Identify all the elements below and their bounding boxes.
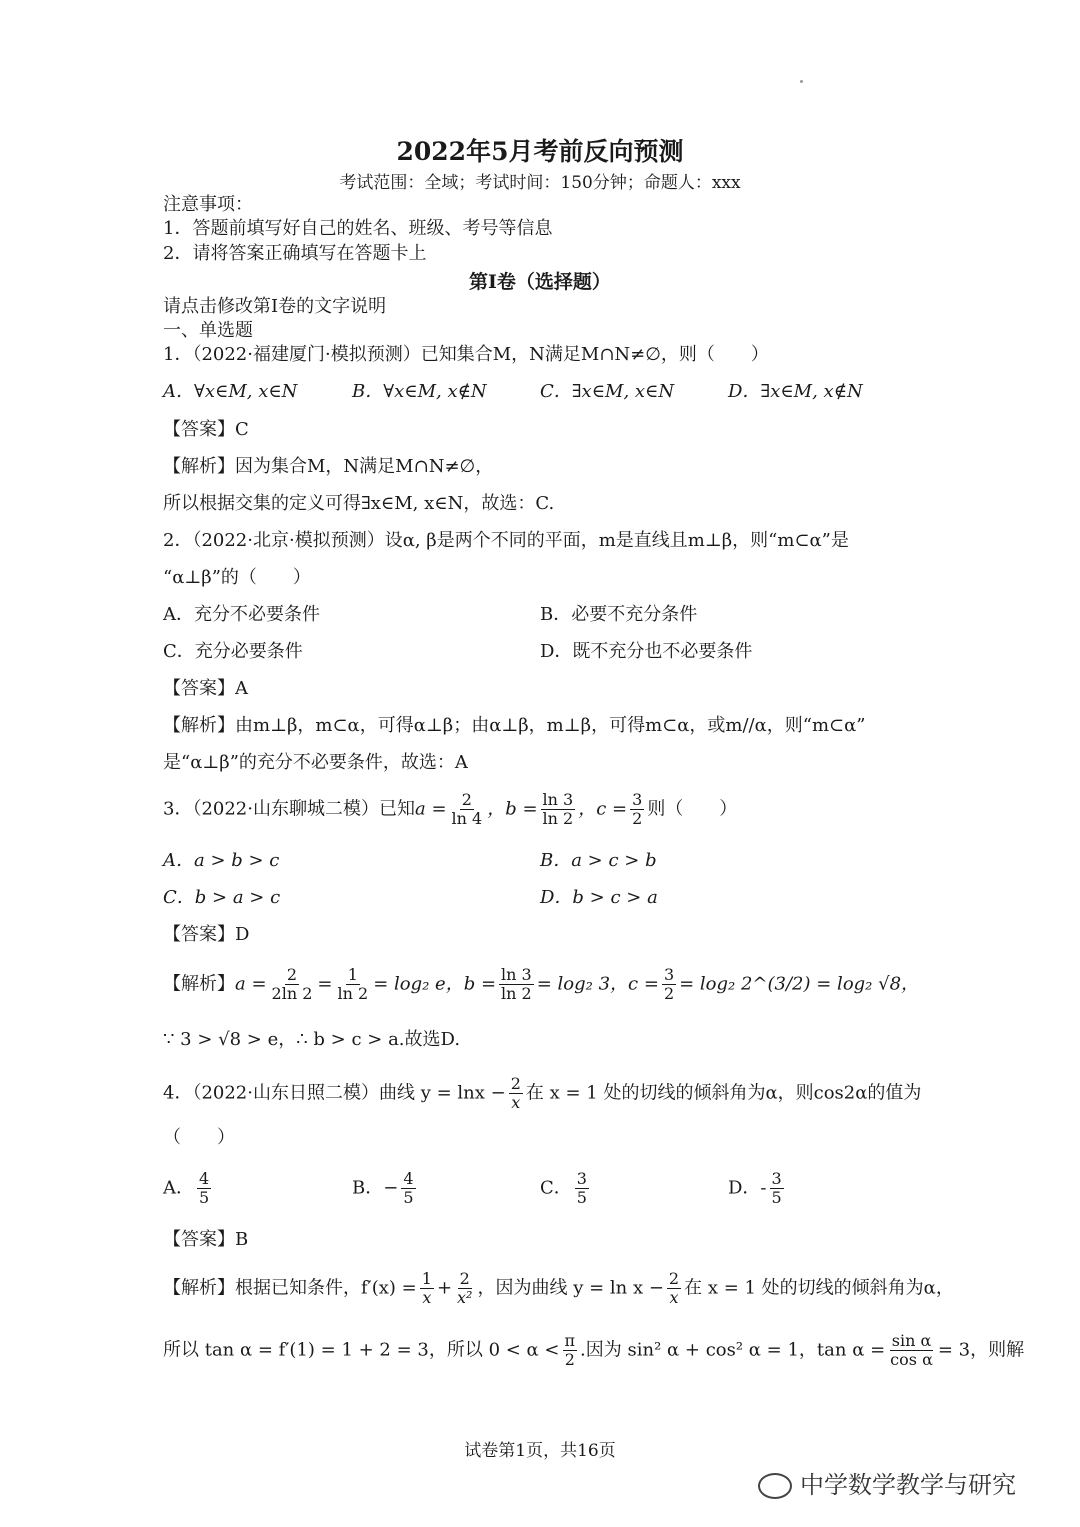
q2-option-d: D．既不充分也不必要条件 (540, 641, 753, 662)
q1-stem: 1．（2022·福建厦门·模拟预测）已知集合M，N满足M∩N≠∅，则（ ） (163, 344, 769, 365)
q2-analysis-1: 【解析】由m⊥β，m⊂α，可得α⊥β；由α⊥β，m⊥β，可得m⊂α，或m//α，则“m⊂α” (163, 715, 866, 736)
q4-stem: 4．（2022·山东日照二模）曲线 y = lnx − $\frac{2}{x}$ 在 x = 1 处的切线的倾斜角为α，则cos2α的值为 (163, 1074, 922, 1112)
page-title: 2022年5月考前反向预测 (396, 137, 684, 166)
fraction: $\frac{2}{\ln 4}$ (451, 790, 483, 828)
fraction: $\frac{2}{2\ln 2}$ (271, 965, 313, 1003)
q4-analysis-2: 所以 tan α = f′(1) = 1 + 2 = 3，所以 0 < α < $\frac{\pi}{2}$ .因为 sin² α + cos² α = 1，tan α = $\frac{\text{sin α}}{\text{cos α}}$ = 3，则解 (163, 1331, 1025, 1369)
q1-analysis-1: 【解析】因为集合M，N满足M∩N≠∅， (163, 456, 494, 477)
q1-option-d: D．∃x∈M, x∉N (728, 381, 863, 402)
q2-option-c: C．充分必要条件 (163, 641, 303, 662)
q1-analysis-2: 所以根据交集的定义可得∃x∈M, x∈N，故选：C. (163, 493, 555, 514)
q4-option-d: D．- $\frac{3}{5}$ (728, 1169, 782, 1207)
q2-analysis-2: 是“α⊥β”的充分不必要条件，故选：A (163, 752, 468, 773)
fraction: $\frac{3}{2}$ (663, 965, 675, 1003)
q2-option-b: B．必要不充分条件 (540, 604, 698, 625)
q1-answer: 【答案】C (163, 419, 249, 440)
q4-analysis-1: 【解析】根据已知条件，f′(x) = $\frac{1}{x}$ + $\frac{2}{\text{x²}}$ ，因为曲线 y = ln x − $\frac{2}{x}$ 在 x = 1 处的切线的倾斜角为α， (163, 1269, 954, 1307)
notes-heading: 注意事项： (163, 194, 253, 215)
watermark (758, 1465, 1016, 1500)
q3-option-d: D．b > c > a (540, 887, 658, 908)
fraction: $\frac{\ln 3}{\ln 2}$ (501, 965, 532, 1003)
note-2: 2．请将答案正确填写在答题卡上 (163, 243, 427, 264)
q4-paren: （ ） (163, 1127, 235, 1148)
q2-stem-1: 2．（2022·北京·模拟预测）设α, β是两个不同的平面，m是直线且m⊥β，则“m⊂α”是 (163, 530, 849, 551)
fraction: $\frac{\ln 3}{\ln 2}$ (542, 790, 574, 828)
q2-stem-2: “α⊥β”的（ ） (163, 567, 311, 588)
q4-answer: 【答案】B (163, 1229, 249, 1250)
wechat-icon (758, 1473, 792, 1499)
q1-option-b: B．∀x∈M, x∉N (352, 381, 487, 402)
fraction: $\frac{3}{2}$ (632, 790, 643, 828)
scan-speck (800, 80, 803, 83)
q3-option-c: C．b > a > c (163, 887, 281, 908)
part-heading: 一、单选题 (163, 320, 253, 341)
q3-analysis-2: ∵ 3 > √8 > e，∴ b > c > a.故选D. (163, 1029, 461, 1050)
q3-option-b: B．a > c > b (540, 850, 657, 871)
q4-option-c: C． $\frac{3}{5}$ (540, 1169, 587, 1207)
note-1: 1．答题前填写好自己的姓名、班级、考号等信息 (163, 218, 553, 239)
fraction: $\frac{2}{x}$ (510, 1074, 521, 1112)
q4-option-b: B．− $\frac{4}{5}$ (352, 1169, 414, 1207)
q1-option-a: A．∀x∈M, x∈N (163, 381, 298, 402)
q4-option-a: A． $\frac{4}{5}$ (163, 1169, 210, 1207)
q2-option-a: A．充分不必要条件 (163, 604, 320, 625)
section-note: 请点击修改第I卷的文字说明 (163, 296, 387, 317)
section-heading: 第I卷（选择题） (469, 271, 611, 293)
q3-stem: 3．（2022·山东聊城二模）已知a = $\frac{2}{\ln 4}$ ，b = $\frac{\ln 3}{\ln 2}$ ，c = $\frac{3}{2}$ 则（ ） (163, 790, 738, 828)
q3-analysis-1: 【解析】a = $\frac{2}{2\ln 2}$ = $\frac{1}{\ln 2}$ = log₂ e，b = $\frac{\ln 3}{\ln 2}$ = log₂ 3，c = $\frac{3}{2}$ = log₂ 2^(3/2) = log₂ √8， (163, 965, 920, 1003)
page-footer: 试卷第1页，共16页 (464, 1441, 616, 1461)
q3-option-a: A．a > b > c (163, 850, 280, 871)
watermark-text: 中学数学教学与研究 (800, 1471, 1016, 1499)
q1-option-c: C．∃x∈M, x∈N (540, 381, 675, 402)
q2-answer: 【答案】A (163, 678, 248, 699)
fraction: $\frac{1}{\ln 2}$ (337, 965, 369, 1003)
q3-answer: 【答案】D (163, 924, 250, 945)
exam-info: 考试范围：全域；考试时间：150分钟；命题人：xxx (339, 173, 741, 193)
